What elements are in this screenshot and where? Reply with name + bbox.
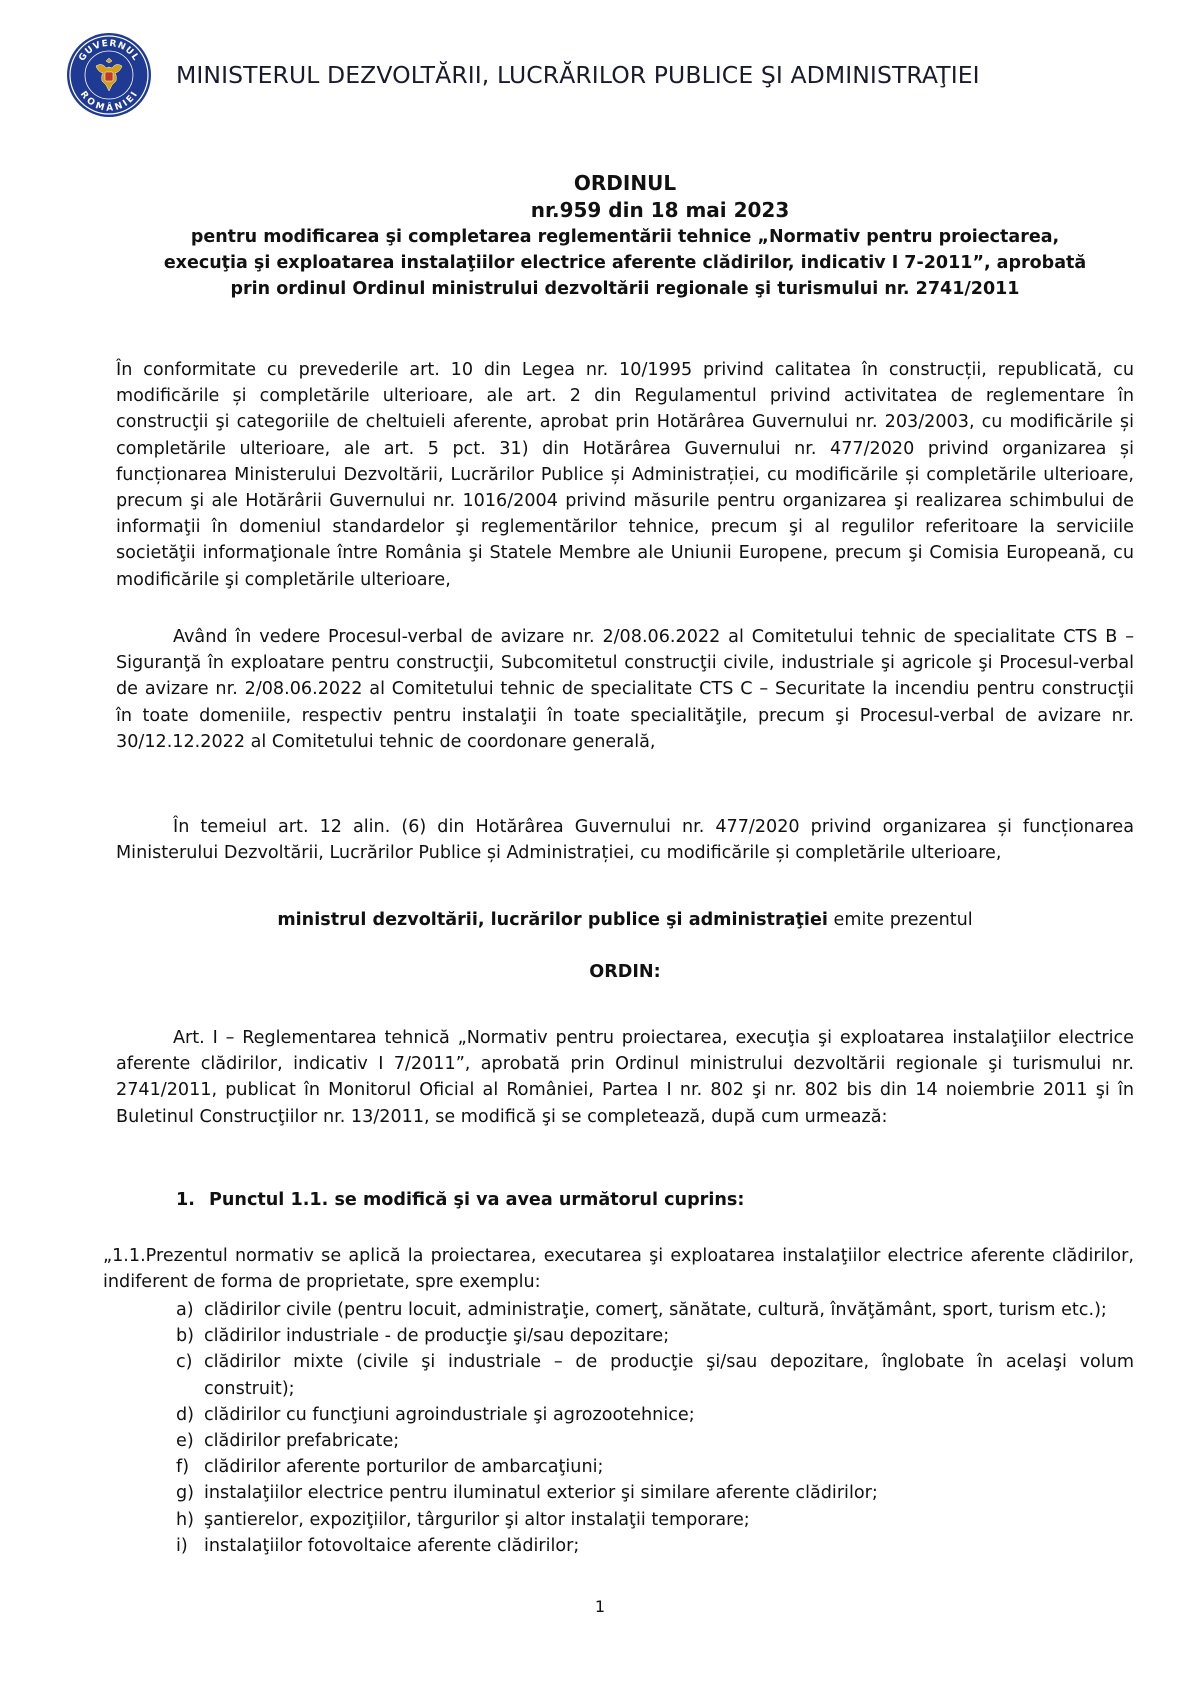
point-text: Punctul 1.1. se modifică şi va avea următorul cuprins: <box>209 1190 745 1210</box>
ordin-heading: ORDIN: <box>589 962 661 982</box>
list-item: e) clădirilor prefabricate; <box>176 1431 400 1452</box>
point-heading <box>176 1190 744 1210</box>
list-item: b) clădirilor industriale - de producţie şi/sau depozitare; <box>176 1326 670 1347</box>
paragraph-approvals: Având în vedere Procesul-verbal de avizare nr. 2/08.06.2022 al Comitetului tehnic de specialitate CTS B – Siguranţă în exploatare pentru construcţii, Subcomitetul construcţii civile, industriale şi agricole şi Procesul-verbal de avizare nr. 2/08.06.2022 al Comitetului tehnic de specialitate CTS C – Securitate la incendiu pentru construcţii în toate domeniile, respectiv pentru instalaţii în toate specialităţile, precum şi Procesul-verbal de avizare nr. 30/12.12.2022 al Comitetului tehnic de coordonare generală, <box>116 627 1134 752</box>
issuer-name: ministrul dezvoltării, lucrărilor publice şi administraţiei <box>277 910 828 930</box>
issuer-statement <box>116 910 1134 930</box>
list-item: a) clădirilor civile (pentru locuit, administraţie, comerţ, sănătate, cultură, învăţământ, sport, turism etc.); <box>176 1300 1107 1320</box>
ministry-name: MINISTERUL DEZVOLTĂRII, LUCRĂRILOR PUBLICE ŞI ADMINISTRAŢIEI <box>176 61 980 89</box>
scope-list <box>176 1297 1134 1559</box>
article-1: Art. I – Reglementarea tehnică „Normativ pentru proiectarea, execuţia şi exploatarea instalaţiilor electrice aferente clădirilor, indicativ I 7/2011”, aprobată prin Ordinul ministrului dezvoltării regionale şi turismului nr. 2741/2011, publicat în Monitorul Oficial al României, Partea I nr. 802 şi nr. 802 bis din 14 noiembrie 2011 şi în Buletinul Construcţiilor nr. 13/2011, se modifică şi se completează, după cum urmează: <box>116 1028 1134 1127</box>
quoted-paragraph: „1.1.Prezentul normativ se aplică la proiectarea, executarea şi exploatarea instalaţiilor electrice aferente clădirilor, indiferent de forma de proprietate, spre exemplu: <box>103 1246 1134 1293</box>
title-line-1: ORDINUL <box>573 171 677 195</box>
title-line-2: nr.959 din 18 mai 2023 <box>530 198 790 222</box>
title-line-3: pentru modificarea şi completarea reglementării tehnice „Normativ pentru proiectarea, <box>190 227 1060 247</box>
issuer-action: emite prezentul <box>827 910 973 930</box>
point-number: 1. <box>176 1190 195 1210</box>
list-item: d) clădirilor cu funcţiuni agroindustriale şi agrozootehnice; <box>176 1404 695 1425</box>
government-seal-icon <box>66 32 152 118</box>
paragraph-authority: În temeiul art. 12 alin. (6) din Hotărârea Guvernului nr. 477/2020 privind organizarea și funcționarea Ministerului Dezvoltării, Lucrărilor Publice și Administrației, cu modificările și completările ulterioare, <box>116 817 1134 864</box>
seal-text-top: GUVERNUL <box>77 38 141 64</box>
list-item: g) instalaţiilor electrice pentru iluminatul exterior şi similare aferente clădirilor; <box>176 1483 878 1504</box>
list-item: i) instalaţiilor fotovoltaice aferente clădirilor; <box>176 1535 580 1556</box>
title-line-4: execuţia şi exploatarea instalaţiilor electrice aferente clădirilor, indicativ I 7-2011”, aprobată <box>163 253 1087 273</box>
list-item: h) şantierelor, expoziţiilor, târgurilor şi altor instalaţii temporare; <box>176 1509 750 1530</box>
letterhead <box>66 32 980 118</box>
order-title <box>110 170 1140 302</box>
list-item: f) clădirilor aferente porturilor de ambarcaţiuni; <box>176 1457 604 1478</box>
list-item: c) clădirilor mixte (civile şi industriale – de producţie şi/sau depozitare, înglobate în acelaşi volum construit); <box>176 1352 1134 1399</box>
paragraph-legal-basis: În conformitate cu prevederile art. 10 din Legea nr. 10/1995 privind calitatea în construcții, republicată, cu modificările și completările ulterioare, ale art. 2 din Regulamentul privind activitatea de reglementare în construcţii şi categoriile de cheltuieli aferente, aprobat prin Hotărârea Guvernului nr. 203/2003, cu modificările și completările ulterioare, ale art. 5 pct. 31) din Hotărârea Guvernului nr. 477/2020 privind organizarea și funcționarea Ministerului Dezvoltării, Lucrărilor Publice și Administrației, cu modificările și completările ulterioare, precum şi ale Hotărârii Guvernului nr. 1016/2004 privind măsurile pentru organizarea şi realizarea schimbului de informaţii în domeniul standardelor şi reglementărilor tehnice, precum şi al regulilor referitoare la serviciile societăţii informaţionale între România şi Statele Membre ale Uniunii Europene, precum şi Comisia Europeană, cu modificările şi completările ulterioare, <box>116 360 1134 590</box>
page-number: 1 <box>594 1597 606 1616</box>
title-line-5: prin ordinul Ordinul ministrului dezvoltării regionale şi turismului nr. 2741/2011 <box>230 279 1020 299</box>
seal-text-bottom: ROMÂNIEI <box>77 89 141 114</box>
